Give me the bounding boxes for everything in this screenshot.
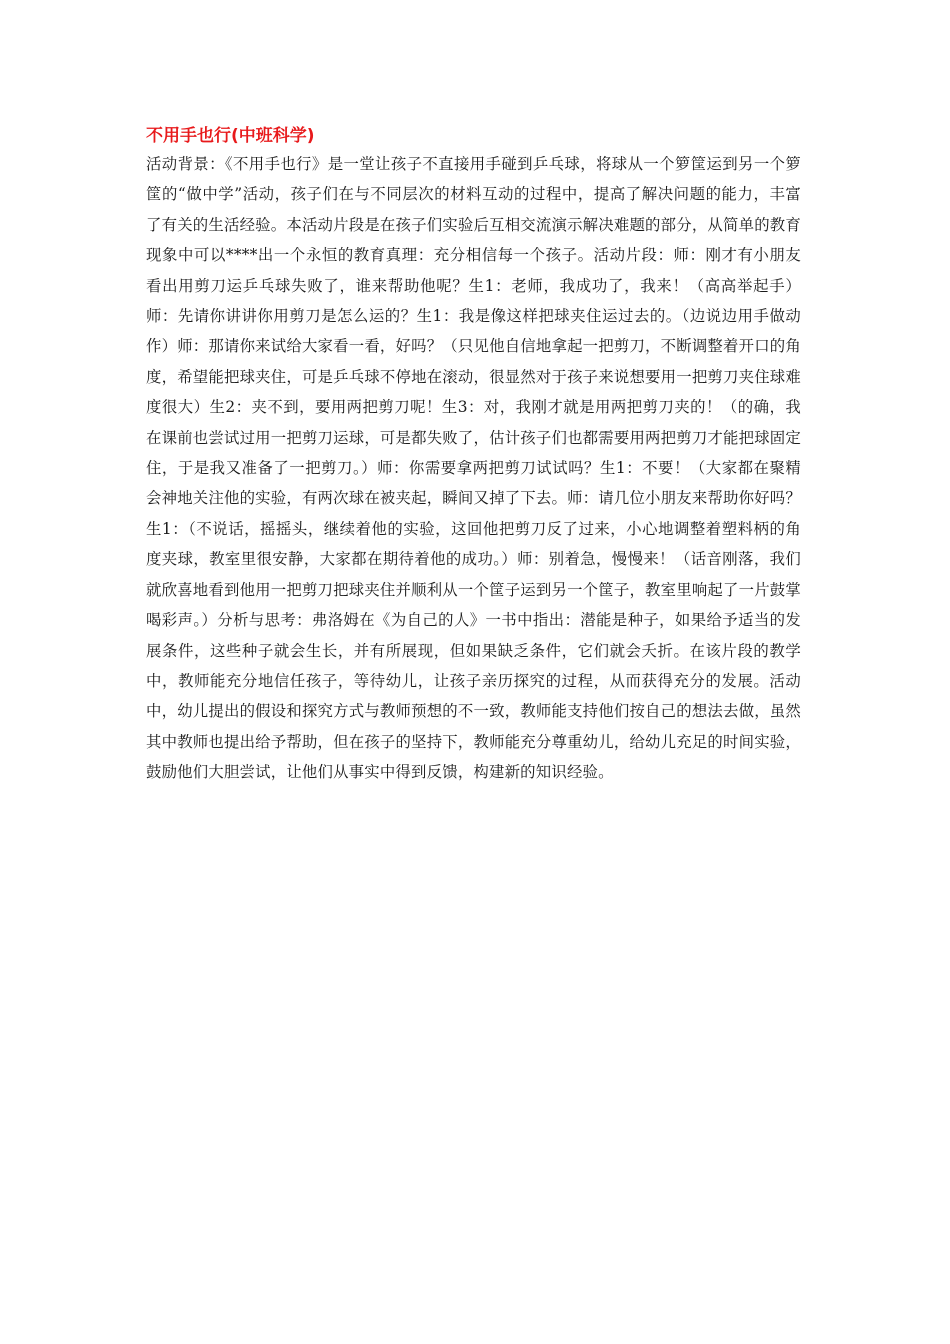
document-title: 不用手也行(中班科学) [146, 126, 315, 146]
document-body-paragraph: 活动背景：《不用手也行》是一堂让孩子不直接用手碰到乒乓球，将球从一个箩筐运到另一个箩筐的“做中学”活动，孩子们在与不同层次的材料互动的过程中，提高了解决问题的能力，丰富了有关的生活经验。本活动片段是在孩子们实验后互相交流演示解决难题的部分，从简单的教育现象中可以****出一个永恒的教育真理：充分相信每一个孩子。活动片段：师：刚才有小朋友看出用剪刀运乒乓球失败了，谁来帮助他呢？生1：老师，我成功了，我来！（高高举起手）师：先请你讲讲你用剪刀是怎么运的？生1：我是像这样把球夹住运过去的。（边说边用手做动作）师：那请你来试给大家看一看，好吗？（只见他自信地拿起一把剪刀，不断调整着开口的角度，希望能把球夹住，可是乒乓球不停地在滚动，很显然对于孩子来说想要用一把剪刀夹住球难度很大）生2：夹不到，要用两把剪刀呢！生3：对，我刚才就是用两把剪刀夹的！（的确，我在课前也尝试过用一把剪刀运球，可是都失败了，估计孩子们也都需要用两把剪刀才能把球固定住，于是我又准备了一把剪刀。）师：你需要拿两把剪刀试试吗？生1：不要！（大家都在聚精会神地关注他的实验，有两次球在被夹起，瞬间又掉了下去。师：请几位小朋友来帮助你好吗？生1：（不说话，摇摇头，继续着他的实验，这回他把剪刀反了过来，小心地调整着塑料柄的角度夹球，教室里很安静，大家都在期待着他的成功。）师：别着急，慢慢来！（话音刚落，我们就欣喜地看到他用一把剪刀把球夹住并顺利从一个筐子运到另一个筐子，教室里响起了一片鼓掌喝彩声。）分析与思考：弗洛姆在《为自己的人》一书中指出：潜能是种子，如果给予适当的发展条件，这些种子就会生长，并有所展现，但如果缺乏条件，它们就会夭折。在该片段的教学中，教师能充分地信任孩子，等待幼儿，让孩子亲历探究的过程，从而获得充分的发展。活动中，幼儿提出的假设和探究方式与教师预想的不一致，教师能支持他们按自己的想法去做，虽然其中教师也提出给予帮助，但在孩子的坚持下，教师能充分尊重幼儿，给幼儿充足的时间实验，鼓励他们大胆尝试，让他们从事实中得到反馈，构建新的知识经验。 [146, 155, 801, 782]
